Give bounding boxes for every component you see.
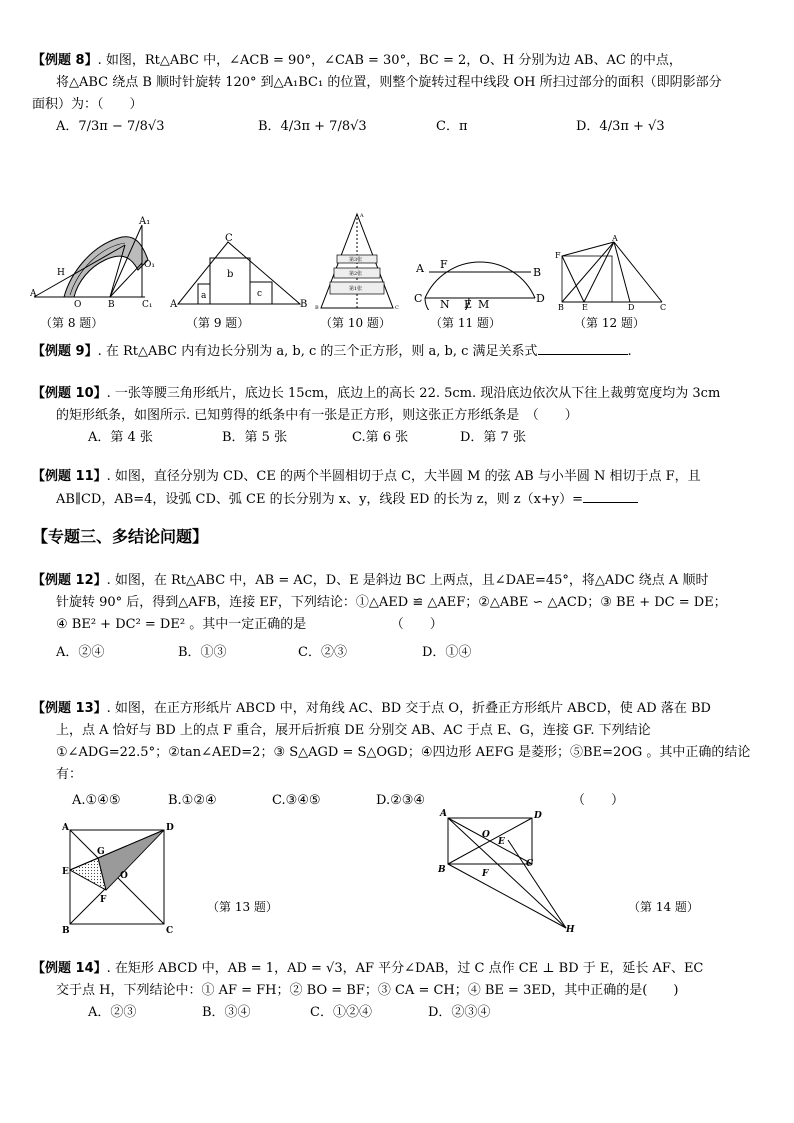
f13-label-a: A — [62, 823, 69, 833]
caption-fig8: （第 8 题） — [40, 316, 104, 330]
f13-label-g: G — [97, 847, 105, 857]
example-12-options — [32, 642, 762, 666]
caption-fig13: （第 13 题） — [207, 900, 278, 914]
example-11-tag: 【例题 11】 — [32, 469, 107, 484]
f11-label-a: A — [416, 262, 424, 275]
f8-label-a: A — [30, 289, 37, 299]
example-14-options — [32, 1002, 762, 1026]
f14-label-o: O — [482, 830, 490, 840]
caption-fig9: （第 9 题） — [186, 316, 250, 330]
example-13-line3: ①∠ADG=22.5°；②tan∠AED=2；③ S△AGD = S△OGD；④四边形 AEFG 是菱形；⑤BE=2OG 。其中正确的结论有： — [56, 745, 751, 782]
f14-label-e: E — [498, 837, 505, 847]
example-13-options — [32, 790, 762, 814]
answer-paren: （ ） — [572, 793, 625, 808]
example-12-tag: 【例题 12】 — [32, 573, 107, 588]
example-12-line2: 针旋转 90° 后，得到△AFB，连接 EF，下列结论：①△AED ≌ △AEF；②△ABE ∽ △ACD；③ BE + DC = DE； — [56, 595, 727, 610]
f11-label-d: D — [536, 292, 545, 305]
f13-label-e: E — [62, 867, 69, 877]
f13-label-c: C — [166, 926, 174, 936]
example-9-tag: 【例题 9】 — [32, 344, 98, 359]
option-a: A.①④⑤ — [72, 793, 121, 808]
example-12-line1: . 如图，在 Rt△ABC 中，AB = AC，D、E 是斜边 BC 上两点，且∠DAE=45°，将△ADC 绕点 A 顺时 — [106, 573, 709, 588]
example-11-line2: AB∥CD，AB=4，设弧 CD、弧 CE 的长分别为 x、y，线段 ED 的长为 z，则 z（x+y）= — [56, 492, 584, 507]
f11-label-m: M — [478, 298, 490, 310]
f12-label-b: B — [558, 303, 564, 310]
f13-label-d: D — [166, 823, 174, 833]
f10-strip-3: 第3张 — [349, 257, 363, 263]
option-a: A．第 4 张 — [88, 430, 153, 445]
f8-label-b: B — [108, 300, 115, 310]
example-14 — [32, 958, 762, 1026]
example-9-end: . — [627, 344, 632, 359]
option-c: C．π — [436, 119, 468, 134]
option-d: D.②③④ — [376, 793, 426, 808]
f14-label-b: B — [438, 865, 446, 875]
figure-11 — [410, 228, 550, 310]
example-13-line2: 上，点 A 恰好与 BD 上的点 F 重合，展开后折痕 DE 分别交 AB、AC 于点 E、G，连接 GF. 下列结论 — [56, 723, 651, 738]
f10-strip-2: 第2张 — [349, 271, 363, 277]
example-14-line2: 交于点 H，下列结论中：① AF = FH；② BO = BF；③ CA = CH；④ BE = 3ED，其中正确的是( ) — [56, 983, 679, 998]
option-b: B.①②④ — [168, 793, 217, 808]
f14-label-a: A — [440, 809, 447, 819]
section-title — [32, 526, 762, 550]
f11-label-c: C — [414, 292, 423, 305]
example-14-tag: 【例题 14】 — [32, 961, 107, 976]
f10-label-c: C — [395, 305, 399, 310]
f12-label-a: A — [612, 234, 618, 243]
f14-label-h: H — [566, 925, 575, 935]
f13-label-f: F — [100, 895, 107, 905]
option-c: C．①②④ — [310, 1005, 372, 1020]
f8-label-o: O — [74, 300, 82, 310]
f11-label-f: F — [440, 258, 448, 271]
example-8-line1: . 如图，Rt△ABC 中，∠ACB = 90°，∠CAB = 30°，BC = 2，O、H 分别为边 AB、AC 的中点， — [97, 53, 682, 68]
f14-label-f: F — [482, 869, 489, 879]
f8-label-h: H — [57, 268, 65, 278]
example-13 — [32, 698, 762, 814]
example-11-line1: . 如图，直径分别为 CD、CE 的两个半圆相切于点 C，大半圆 M 的弦 AB 与小半圆 N 相切于点 F，且 — [106, 469, 701, 484]
example-9 — [32, 340, 762, 363]
f12-label-c: C — [660, 303, 667, 310]
section-3-heading: 【专题三、多结论问题】 — [32, 527, 209, 546]
option-c: C.③④⑤ — [272, 793, 321, 808]
f8-label-c1: C₁ — [142, 300, 153, 310]
option-a: A．7/3π − 7/8√3 — [56, 119, 165, 134]
option-d: D．4/3π + √3 — [576, 119, 665, 134]
f10-label-a: A — [360, 213, 364, 219]
f9-label-b: b — [227, 269, 234, 280]
f14-label-d: D — [534, 811, 542, 821]
example-12-line3: ④ BE² + DC² = DE² 。其中一定正确的是 （ ） — [56, 617, 443, 632]
example-11 — [32, 466, 762, 511]
example-10-line2: 的矩形纸条，如图所示. 已知剪得的纸条中有一张是正方形，则这张正方形纸条是 （ ） — [56, 408, 578, 423]
caption-fig14: （第 14 题） — [628, 900, 699, 914]
f8-label-o1: O₁ — [144, 260, 155, 270]
example-10-tag: 【例题 10】 — [32, 386, 107, 401]
option-c: C．②③ — [298, 645, 347, 660]
f9-label-B: B — [300, 299, 308, 310]
f13-label-b: B — [62, 926, 70, 936]
f9-label-a: a — [201, 291, 207, 301]
f12-label-e: E — [582, 303, 588, 310]
answer-blank[interactable] — [583, 488, 638, 503]
option-a: A．②③ — [88, 1005, 137, 1020]
option-c: C.第 6 张 — [352, 430, 409, 445]
example-12 — [32, 570, 762, 666]
f10-strip-1: 第1张 — [349, 286, 363, 292]
example-8-line2: 将△ABC 绕点 B 顺时针旋转 120° 到△A₁BC₁ 的位置，则整个旋转过程中线段 OH 所扫过部分的面积（即阴影部分 — [56, 75, 722, 90]
f12-label-f: F — [555, 251, 561, 260]
example-14-line1: . 在矩形 ABCD 中，AB = 1，AD = √3，AF 平分∠DAB，过 C 点作 CE ⊥ BD 于 E，延长 AF、EC — [106, 961, 704, 976]
option-d: D．①④ — [422, 645, 472, 660]
example-8-line3: 面积）为：（ ） — [32, 97, 143, 112]
example-8-options — [32, 116, 762, 140]
f9-label-c: C — [225, 233, 233, 244]
example-9-text: . 在 Rt△ABC 内有边长分别为 a, b, c 的三个正方形，则 a, b, c 满足关系式 — [97, 344, 538, 359]
figure-14 — [432, 806, 582, 936]
figure-13 — [60, 818, 178, 936]
option-a: A．②④ — [56, 645, 105, 660]
figure-9 — [170, 232, 310, 310]
f9-label-sq-c: c — [257, 289, 263, 299]
f11-label-b: B — [533, 266, 542, 279]
figure-10 — [315, 210, 400, 310]
option-d: D．②③④ — [428, 1005, 491, 1020]
option-b: B．4/3π + 7/8√3 — [258, 119, 367, 134]
example-10-line1: . 一张等腰三角形纸片，底边长 15cm，底边上的高长 22. 5cm. 现沿底边依次从下往上裁剪宽度均为 3cm — [106, 386, 721, 401]
option-b: B．③④ — [202, 1005, 251, 1020]
f11-label-e: E — [464, 298, 473, 310]
example-13-tag: 【例题 13】 — [32, 701, 107, 716]
f11-label-n: N — [440, 298, 450, 310]
caption-fig10: （第 10 题） — [320, 316, 391, 330]
f10-label-b: B — [315, 305, 319, 310]
caption-fig11: （第 11 题） — [430, 316, 501, 330]
caption-fig12: （第 12 题） — [574, 316, 645, 330]
figure-12 — [552, 234, 672, 310]
option-d: D．第 7 张 — [460, 430, 526, 445]
figure-8 — [30, 215, 170, 310]
option-b: B．①③ — [178, 645, 227, 660]
f13-label-o: O — [120, 871, 128, 881]
f9-label-A: A — [170, 299, 178, 310]
f8-label-a1: A₁ — [139, 216, 151, 227]
example-8 — [32, 50, 762, 140]
f14-label-c: C — [526, 859, 534, 869]
f12-label-d: D — [628, 303, 635, 310]
example-13-line1: . 如图，在正方形纸片 ABCD 中，对角线 AC、BD 交于点 O，折叠正方形纸片 ABCD，使 AD 落在 BD — [106, 701, 711, 716]
example-8-tag: 【例题 8】 — [32, 53, 98, 68]
example-10 — [32, 383, 762, 451]
answer-blank[interactable] — [538, 340, 628, 355]
example-10-options — [32, 427, 762, 451]
option-b: B．第 5 张 — [222, 430, 288, 445]
